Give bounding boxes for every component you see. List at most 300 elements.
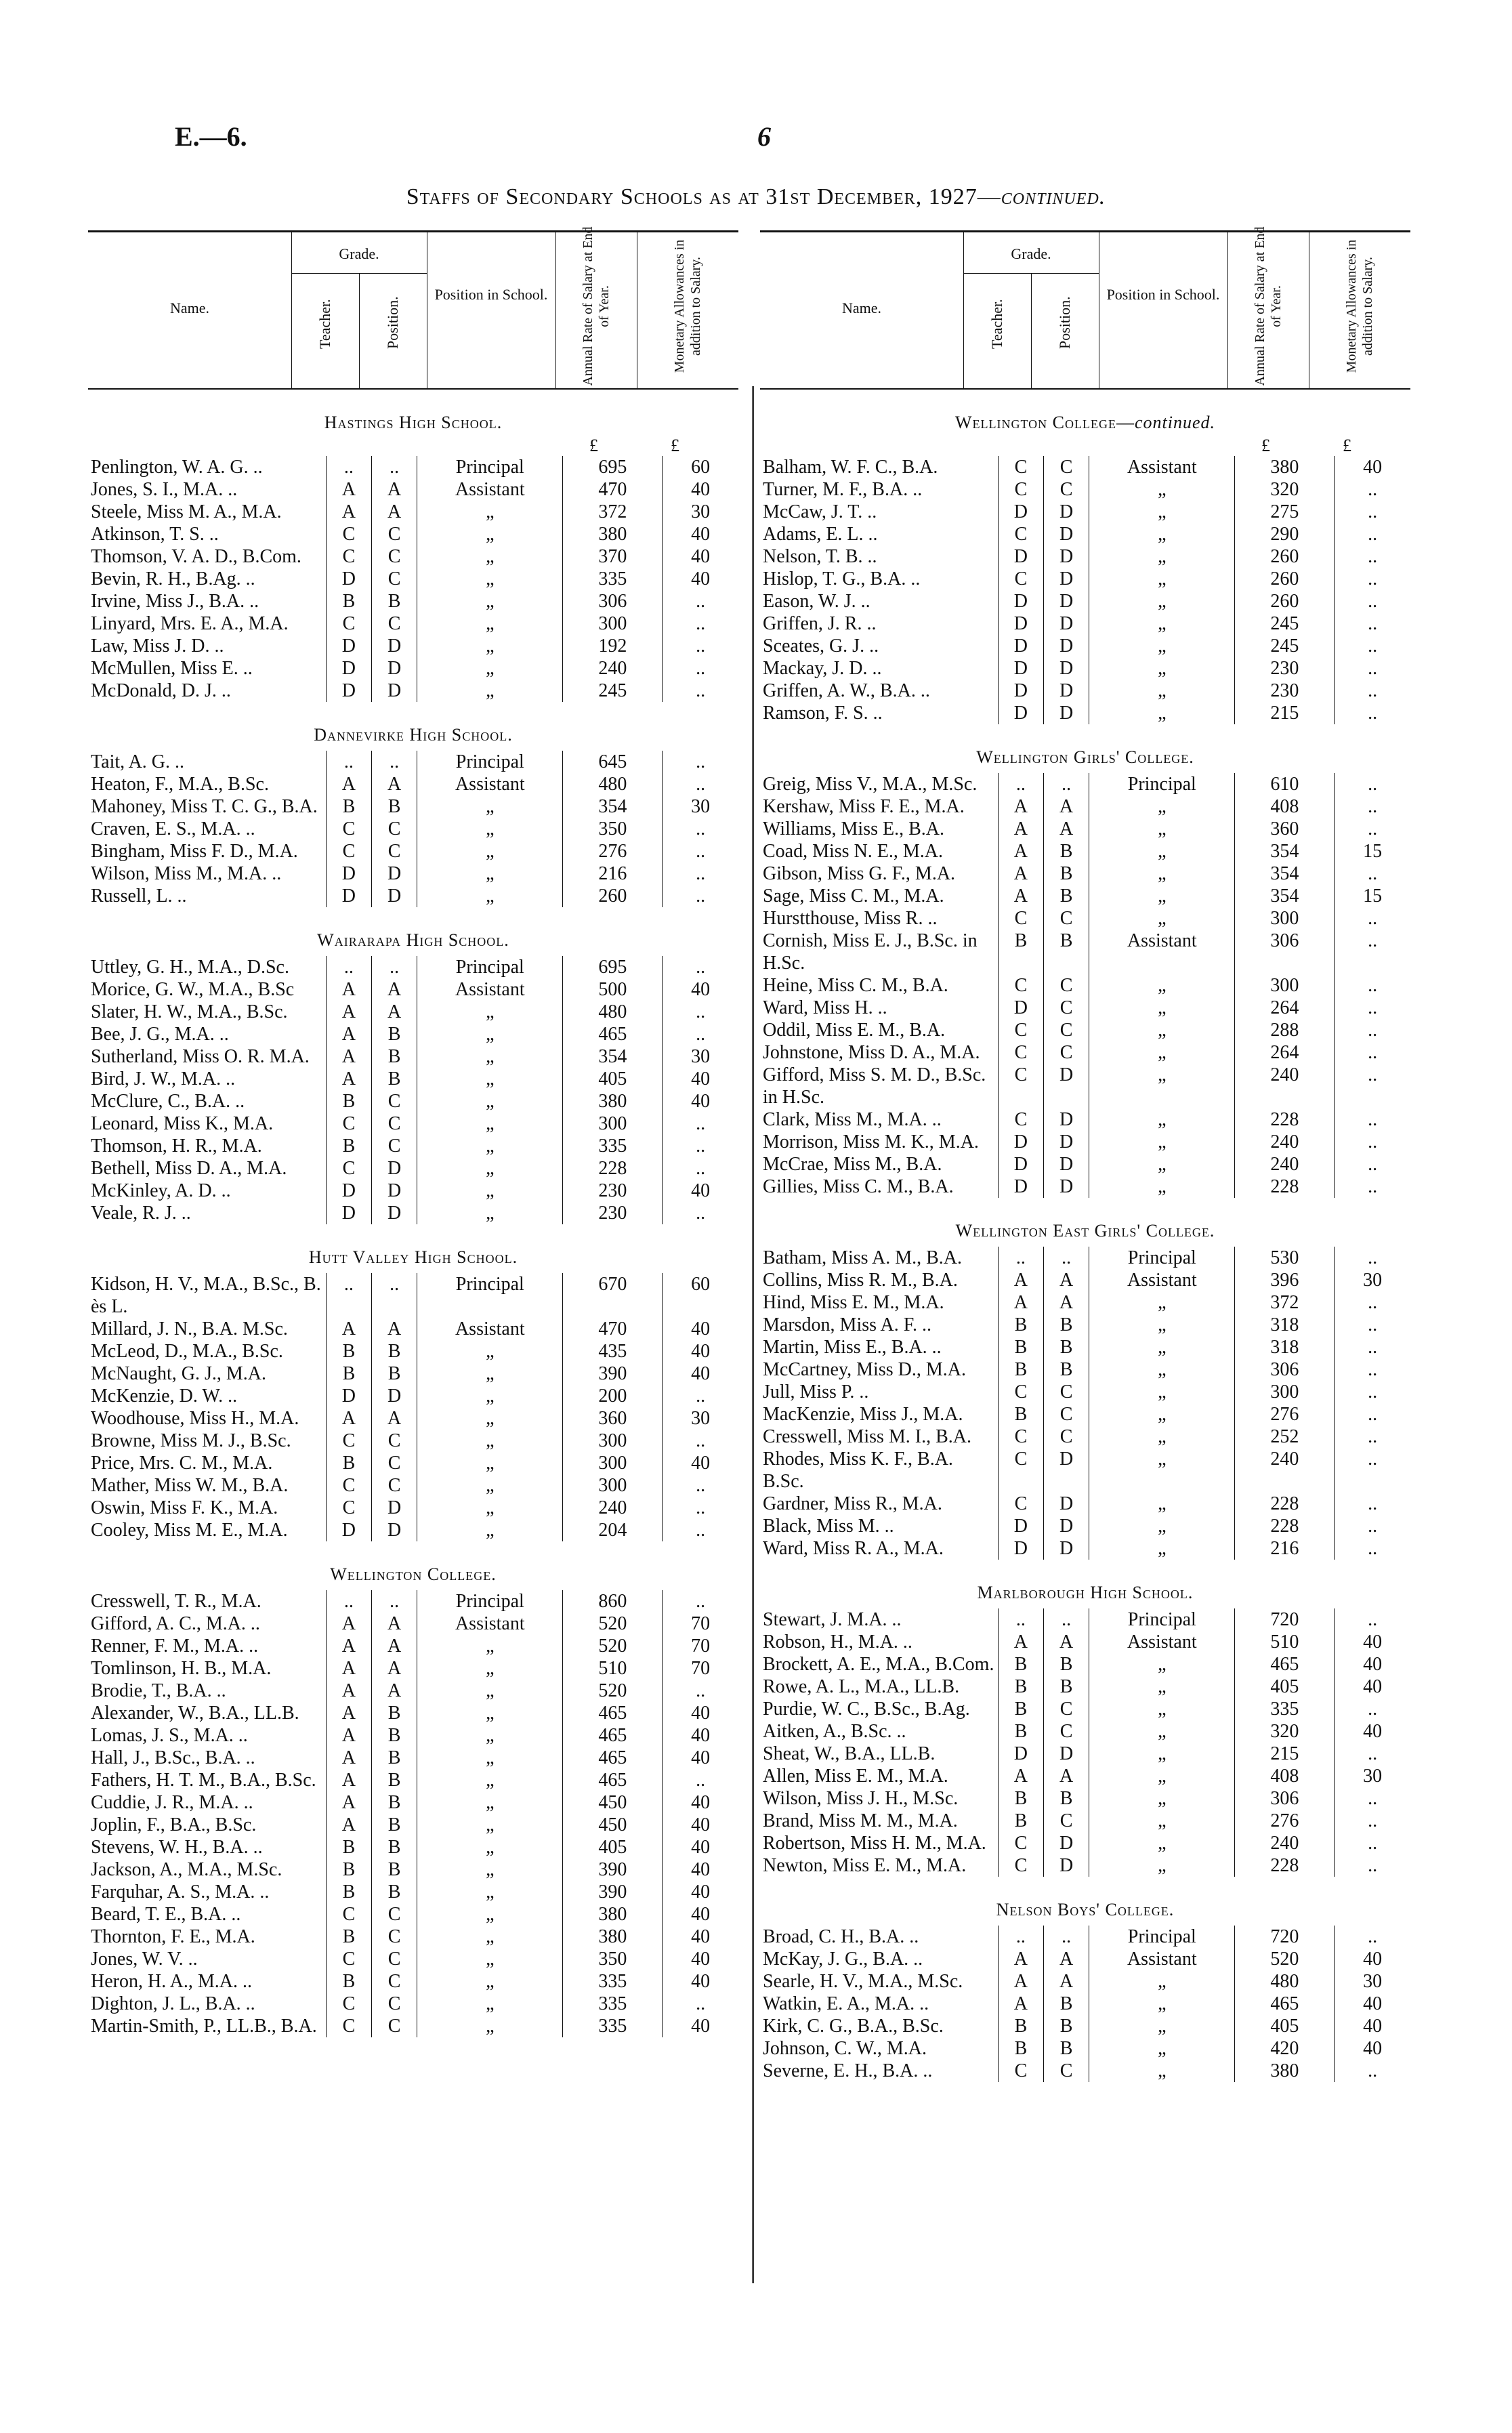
school-name: Dannevirke High School. — [314, 725, 513, 745]
position-grade: B — [1044, 1787, 1089, 1810]
teacher-grade: A — [326, 1001, 371, 1023]
allowance: 40 — [663, 568, 738, 590]
teacher-grade: C — [326, 545, 371, 568]
teacher-grade: B — [326, 1340, 371, 1363]
salary: 480 — [563, 1001, 663, 1023]
teacher-grade: C — [326, 523, 371, 545]
staff-name: Renner, F. M., M.A. .. — [91, 1636, 259, 1657]
table-row — [760, 1926, 1410, 1948]
staff-name: McCaw, J. T. .. — [763, 501, 877, 522]
school-position: „ — [1089, 590, 1235, 612]
staff-name: Johnson, C. W., M.A. — [763, 2038, 927, 2059]
salary: 300 — [563, 1452, 663, 1474]
position-grade: A — [1044, 1291, 1089, 1314]
teacher-grade: A — [326, 1045, 371, 1068]
allowance: .. — [1335, 1537, 1410, 1560]
allowance: .. — [1335, 1515, 1410, 1537]
salary: 380 — [563, 1090, 663, 1112]
school-position: „ — [417, 1135, 563, 1157]
school-position: „ — [417, 568, 563, 590]
allowance: .. — [663, 840, 738, 862]
salary: 264 — [1235, 1041, 1335, 1064]
salary: 354 — [563, 795, 663, 818]
allowance: 40 — [1335, 1720, 1410, 1743]
table-row — [88, 523, 738, 545]
salary: 372 — [563, 501, 663, 523]
staff-name: Millard, J. N., B.A. M.Sc. — [91, 1318, 288, 1339]
allowance: .. — [663, 1769, 738, 1791]
school-name: Hastings High School. — [324, 413, 503, 432]
hdr-name: Name. — [169, 299, 210, 316]
school-position: „ — [417, 1363, 563, 1385]
position-grade: C — [1044, 1810, 1089, 1832]
school-position: „ — [417, 545, 563, 568]
school-position: „ — [417, 840, 563, 862]
position-grade: C — [372, 1430, 417, 1452]
staff-name: Wilson, Miss J. H., M.Sc. — [763, 1788, 959, 1809]
salary: 216 — [563, 862, 663, 885]
table-row — [88, 1407, 738, 1430]
salary: 360 — [1235, 818, 1335, 840]
title-main: Staffs of Secondary Schools as at 31st December, 1927— — [406, 184, 1001, 209]
table-row — [760, 1653, 1410, 1676]
staff-name: Sceates, G. J. .. — [763, 636, 879, 657]
salary: 370 — [563, 545, 663, 568]
position-grade: C — [372, 523, 417, 545]
allowance: .. — [663, 1430, 738, 1452]
allowance: 40 — [663, 523, 738, 545]
teacher-grade: C — [998, 974, 1043, 997]
pound-sign: £ — [1261, 436, 1270, 455]
table-row — [760, 974, 1410, 997]
school-position: Assistant — [1089, 1269, 1235, 1291]
salary: 396 — [1235, 1269, 1335, 1291]
school-position: „ — [1089, 1426, 1235, 1448]
table-row — [760, 1131, 1410, 1153]
salary: 216 — [1235, 1537, 1335, 1560]
staff-name: Morice, G. W., M.A., B.Sc — [91, 979, 295, 1000]
position-grade: C — [372, 840, 417, 862]
allowance: .. — [1335, 1336, 1410, 1358]
allowance: 40 — [1335, 1948, 1410, 1970]
allowance: .. — [663, 956, 738, 978]
position-grade: D — [1044, 545, 1089, 568]
allowance: 40 — [663, 1702, 738, 1724]
teacher-grade: D — [326, 568, 371, 590]
table-row — [88, 1858, 738, 1881]
school-heading — [760, 747, 1410, 768]
school-position: „ — [417, 1702, 563, 1724]
position-grade: A — [372, 1001, 417, 1023]
teacher-grade: .. — [326, 1590, 371, 1613]
allowance: .. — [1335, 478, 1410, 501]
salary: 354 — [563, 1045, 663, 1068]
staff-name: Kirk, C. G., B.A., B.Sc. — [763, 2016, 944, 2037]
salary: 300 — [563, 1474, 663, 1497]
teacher-grade: D — [998, 545, 1043, 568]
staff-name: Severne, E. H., B.A. .. — [763, 2060, 933, 2081]
school-position: „ — [417, 1724, 563, 1747]
table-row — [88, 1926, 738, 1948]
position-grade: .. — [1044, 1926, 1089, 1948]
teacher-grade: A — [326, 1023, 371, 1045]
staff-name: Uttley, G. H., M.A., D.Sc. — [91, 957, 289, 978]
allowance: 60 — [663, 456, 738, 478]
table-row — [88, 1023, 738, 1045]
school-position: „ — [417, 1993, 563, 2015]
salary: 228 — [1235, 1176, 1335, 1198]
salary: 465 — [1235, 1993, 1335, 2015]
table-row — [88, 956, 738, 978]
school-heading — [88, 1247, 738, 1268]
teacher-grade: A — [326, 1318, 371, 1340]
position-grade: D — [1044, 1153, 1089, 1176]
allowance: .. — [1335, 1019, 1410, 1041]
table-row — [760, 545, 1410, 568]
staff-name: Hislop, T. G., B.A. .. — [763, 568, 921, 589]
table-row — [760, 1698, 1410, 1720]
staff-name: Purdie, W. C., B.Sc., B.Ag. — [763, 1699, 970, 1720]
school-position: „ — [417, 1948, 563, 1970]
table-row — [88, 1157, 738, 1180]
pound-sign: £ — [589, 436, 598, 455]
salary: 390 — [563, 1363, 663, 1385]
table-row — [88, 840, 738, 862]
position-grade: C — [372, 1135, 417, 1157]
allowance: .. — [1335, 568, 1410, 590]
position-grade: B — [1044, 1676, 1089, 1698]
teacher-grade: B — [326, 1363, 371, 1385]
staff-name: McCrae, Miss M., B.A. — [763, 1154, 942, 1175]
teacher-grade: C — [998, 523, 1043, 545]
school-position: Assistant — [417, 478, 563, 501]
allowance: 40 — [663, 1903, 738, 1926]
staff-table — [88, 751, 738, 907]
position-grade: A — [1044, 1631, 1089, 1653]
position-grade: C — [372, 1926, 417, 1948]
salary: 350 — [563, 1948, 663, 1970]
table-row — [88, 1635, 738, 1657]
position-grade: D — [1044, 702, 1089, 724]
teacher-grade: C — [326, 1112, 371, 1135]
allowance: 70 — [663, 1613, 738, 1635]
salary: 420 — [1235, 2037, 1335, 2060]
allowance: .. — [663, 862, 738, 885]
salary: 354 — [1235, 862, 1335, 885]
position-grade: C — [372, 1112, 417, 1135]
position-grade: A — [372, 1613, 417, 1635]
position-grade: A — [372, 773, 417, 795]
staff-name: Law, Miss J. D. .. — [91, 636, 224, 657]
teacher-grade: B — [326, 1970, 371, 1993]
teacher-grade: D — [326, 885, 371, 907]
staff-name: Clark, Miss M., M.A. .. — [763, 1109, 942, 1130]
allowance: 40 — [663, 1836, 738, 1858]
salary: 405 — [563, 1068, 663, 1090]
school-position: „ — [417, 1970, 563, 1993]
staff-name: Mather, Miss W. M., B.A. — [91, 1475, 289, 1496]
staff-table — [88, 1273, 738, 1541]
position-grade: C — [1044, 1698, 1089, 1720]
staff-name: Leonard, Miss K., M.A. — [91, 1113, 274, 1134]
school-position: „ — [1089, 635, 1235, 657]
table-row — [88, 1814, 738, 1836]
allowance: 40 — [663, 1747, 738, 1769]
staff-name: Heine, Miss C. M., B.A. — [763, 975, 948, 996]
position-grade: B — [1044, 1358, 1089, 1381]
school-position: „ — [1089, 1993, 1235, 2015]
school-position: „ — [1089, 1314, 1235, 1336]
staff-name: Tomlinson, H. B., M.A. — [91, 1658, 272, 1679]
school-position: „ — [1089, 1131, 1235, 1153]
staff-name: Balham, W. F. C., B.A. — [763, 457, 938, 478]
staff-name: Sutherland, Miss O. R. M.A. — [91, 1046, 310, 1067]
pound-sign: £ — [1343, 436, 1351, 455]
position-grade: .. — [372, 751, 417, 773]
staff-name: Farquhar, A. S., M.A. .. — [91, 1881, 270, 1902]
school-position: „ — [1089, 1720, 1235, 1743]
school-position: „ — [1089, 1019, 1235, 1041]
allowance: .. — [1335, 680, 1410, 702]
staff-name: Cooley, Miss M. E., M.A. — [91, 1520, 288, 1541]
staff-name: Brodie, T., B.A. .. — [91, 1680, 226, 1701]
staff-name: Veale, R. J. .. — [91, 1203, 191, 1224]
table-row — [88, 1045, 738, 1068]
position-grade: D — [1044, 1515, 1089, 1537]
allowance: 30 — [1335, 1269, 1410, 1291]
staff-name: Jull, Miss P. .. — [763, 1381, 869, 1402]
currency-row — [88, 438, 738, 456]
table-row — [760, 1608, 1410, 1631]
school-position: Principal — [1089, 1926, 1235, 1948]
allowance: 40 — [663, 1452, 738, 1474]
table-row — [760, 1993, 1410, 2015]
position-grade: C — [372, 1474, 417, 1497]
position-grade: B — [1044, 1653, 1089, 1676]
allowance: 30 — [1335, 1765, 1410, 1787]
school-name: Hutt Valley High School. — [308, 1247, 518, 1267]
teacher-grade: C — [326, 1903, 371, 1926]
table-row — [760, 862, 1410, 885]
staff-name: Griffen, J. R. .. — [763, 613, 877, 634]
school-heading — [760, 413, 1410, 433]
school-position: „ — [1089, 1448, 1235, 1493]
staff-name: Bingham, Miss F. D., M.A. — [91, 841, 298, 862]
allowance: 40 — [663, 478, 738, 501]
teacher-grade: A — [326, 1613, 371, 1635]
teacher-grade: D — [326, 862, 371, 885]
allowance: .. — [1335, 1926, 1410, 1948]
position-grade: D — [372, 680, 417, 702]
position-grade: .. — [372, 956, 417, 978]
allowance: .. — [663, 1023, 738, 1045]
staff-name: Craven, E. S., M.A. .. — [91, 818, 255, 839]
teacher-grade: B — [998, 1358, 1043, 1381]
teacher-grade: D — [998, 501, 1043, 523]
table-row — [760, 1269, 1410, 1291]
teacher-grade: B — [998, 1810, 1043, 1832]
school-position: „ — [1089, 997, 1235, 1019]
salary: 408 — [1235, 1765, 1335, 1787]
teacher-grade: B — [998, 1787, 1043, 1810]
table-row — [760, 657, 1410, 680]
allowance: 40 — [1335, 2037, 1410, 2060]
school-position: „ — [1089, 974, 1235, 997]
allowance: .. — [1335, 773, 1410, 795]
position-grade: D — [1044, 635, 1089, 657]
school-position: „ — [1089, 1854, 1235, 1877]
table-row — [760, 1041, 1410, 1064]
report-code: E.—6. — [175, 121, 247, 152]
allowance: .. — [1335, 1358, 1410, 1381]
allowance: .. — [1335, 1291, 1410, 1314]
school-position: „ — [417, 1519, 563, 1541]
school-position: Principal — [1089, 1608, 1235, 1631]
allowance: .. — [1335, 1698, 1410, 1720]
allowance: 40 — [663, 1363, 738, 1385]
salary: 320 — [1235, 1720, 1335, 1743]
salary: 240 — [563, 1497, 663, 1519]
position-grade: D — [372, 1180, 417, 1202]
staff-name: McDonald, D. J. .. — [91, 680, 231, 701]
allowance: .. — [663, 751, 738, 773]
allowance: 30 — [1335, 1970, 1410, 1993]
salary: 645 — [563, 751, 663, 773]
staff-name: McKinley, A. D. .. — [91, 1180, 231, 1201]
allowance: .. — [663, 1680, 738, 1702]
salary: 200 — [563, 1385, 663, 1407]
staff-name: Woodhouse, Miss H., M.A. — [91, 1408, 299, 1429]
staff-name: Eason, W. J. .. — [763, 591, 870, 612]
teacher-grade: A — [326, 1068, 371, 1090]
allowance: .. — [663, 773, 738, 795]
position-grade: B — [372, 1724, 417, 1747]
position-grade: C — [1044, 1019, 1089, 1041]
allowance: .. — [1335, 1787, 1410, 1810]
table-row — [760, 773, 1410, 795]
school-position: „ — [417, 1045, 563, 1068]
school-position: „ — [1089, 1493, 1235, 1515]
school-position: „ — [417, 1657, 563, 1680]
teacher-grade: A — [998, 1631, 1043, 1653]
teacher-grade: D — [998, 702, 1043, 724]
allowance: .. — [1335, 1608, 1410, 1631]
teacher-grade: C — [998, 456, 1043, 478]
school-position: Assistant — [1089, 1948, 1235, 1970]
school-position: „ — [417, 2015, 563, 2037]
salary: 465 — [563, 1769, 663, 1791]
salary: 860 — [563, 1590, 663, 1613]
position-grade: D — [1044, 1743, 1089, 1765]
salary: 720 — [1235, 1926, 1335, 1948]
staff-name: McNaught, G. J., M.A. — [91, 1363, 266, 1384]
staff-name: Robson, H., M.A. .. — [763, 1631, 912, 1652]
position-grade: B — [372, 590, 417, 612]
table-row — [760, 1381, 1410, 1403]
staff-name: Jackson, A., M.A., M.Sc. — [91, 1859, 282, 1880]
position-grade: B — [1044, 1993, 1089, 2015]
position-grade: D — [372, 1385, 417, 1407]
school-position: „ — [1089, 1970, 1235, 1993]
allowance: .. — [1335, 1247, 1410, 1269]
teacher-grade: A — [326, 501, 371, 523]
teacher-grade: A — [326, 978, 371, 1001]
staff-name: Ramson, F. S. .. — [763, 703, 883, 724]
position-grade: C — [372, 568, 417, 590]
staff-name: Searle, H. V., M.A., M.Sc. — [763, 1971, 963, 1992]
teacher-grade: A — [326, 1769, 371, 1791]
staff-name: Rowe, A. L., M.A., LL.B. — [763, 1676, 960, 1697]
school-position: „ — [417, 680, 563, 702]
salary: 300 — [1235, 907, 1335, 930]
staff-table — [88, 956, 738, 1224]
school-position: „ — [1089, 1698, 1235, 1720]
allowance: .. — [663, 1497, 738, 1519]
position-grade: B — [1044, 930, 1089, 974]
teacher-grade: D — [326, 635, 371, 657]
teacher-grade: C — [998, 1108, 1043, 1131]
table-row — [760, 885, 1410, 907]
pound-sign: £ — [671, 436, 679, 455]
table-row — [88, 1452, 738, 1474]
salary: 300 — [563, 1112, 663, 1135]
position-grade: .. — [372, 1590, 417, 1613]
table-row — [760, 635, 1410, 657]
table-row — [88, 1180, 738, 1202]
allowance: .. — [663, 1135, 738, 1157]
allowance: .. — [1335, 1832, 1410, 1854]
staff-table — [760, 456, 1410, 724]
staff-name: Rhodes, Miss K. F., B.A. B.Sc. — [763, 1449, 953, 1492]
position-grade: B — [372, 1858, 417, 1881]
position-grade: A — [1044, 795, 1089, 818]
school-position: „ — [1089, 840, 1235, 862]
hdr-salary: Annual Rate of Salary at End of Year. — [1253, 226, 1284, 386]
position-grade: C — [1044, 974, 1089, 997]
hdr-teacher: Teacher. — [316, 299, 333, 349]
salary: 530 — [1235, 1247, 1335, 1269]
allowance: .. — [663, 1112, 738, 1135]
salary: 288 — [1235, 1019, 1335, 1041]
table-row — [88, 1340, 738, 1363]
teacher-grade: C — [998, 1381, 1043, 1403]
position-grade: A — [372, 1407, 417, 1430]
school-position: Principal — [417, 456, 563, 478]
teacher-grade: D — [998, 1153, 1043, 1176]
table-row — [760, 1720, 1410, 1743]
school-position: „ — [417, 1090, 563, 1112]
staff-name: Martin-Smith, P., LL.B., B.A. — [91, 2016, 317, 2037]
table-row — [88, 590, 738, 612]
table-row — [88, 1318, 738, 1340]
position-grade: B — [1044, 1336, 1089, 1358]
staff-name: Cuddie, J. R., M.A. .. — [91, 1792, 253, 1813]
teacher-grade: A — [326, 478, 371, 501]
teacher-grade: A — [998, 818, 1043, 840]
salary: 350 — [563, 818, 663, 840]
allowance: .. — [1335, 1448, 1410, 1493]
table-row — [88, 657, 738, 680]
allowance: .. — [663, 1385, 738, 1407]
teacher-grade: C — [326, 612, 371, 635]
staff-name: Bethell, Miss D. A., M.A. — [91, 1158, 287, 1179]
teacher-grade: B — [326, 1926, 371, 1948]
school-position: Principal — [417, 956, 563, 978]
staff-name: Bird, J. W., M.A. .. — [91, 1068, 236, 1089]
teacher-grade: B — [998, 1698, 1043, 1720]
teacher-grade: C — [326, 840, 371, 862]
salary: 380 — [563, 1926, 663, 1948]
